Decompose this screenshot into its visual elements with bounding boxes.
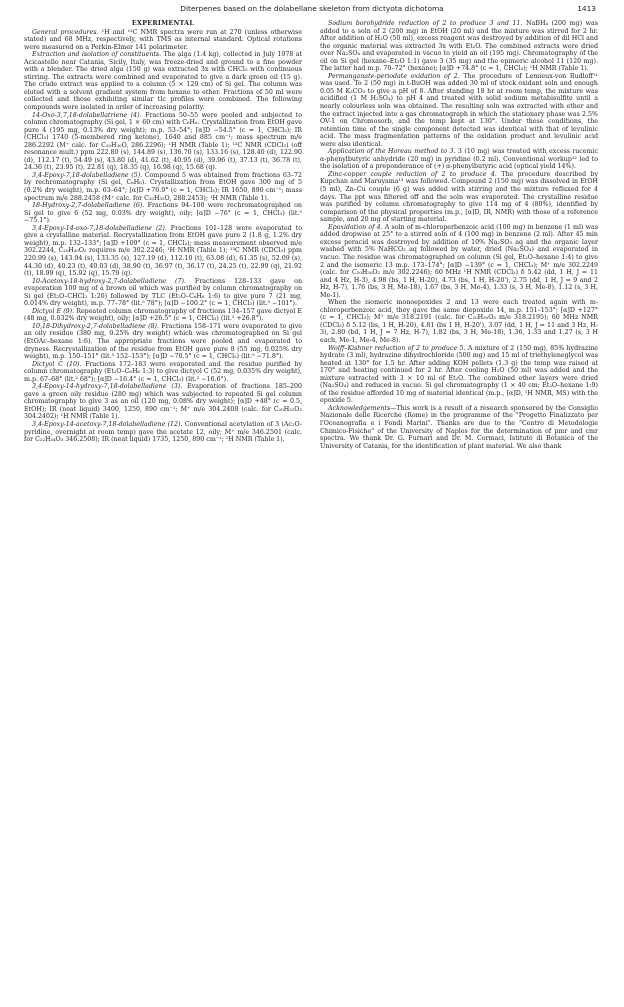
paragraph-lead: 3,4-Epoxy-14-oxo-7,18-dolabelladiene (2).: [32, 224, 167, 232]
running-title: Diterpenes based on the dolabellane skeleton from dictyota dichotoma: [180, 4, 444, 13]
paragraph-text: Conventional acetylation of 3 (Ac₂O-pyridine, overnight at room temp) gave the acetate 12, oily; M⁺ m/e 346.2501 (calc. for C₂₂H₃₄O₃ 346.2508); IR (neat liquid) 1735, 1250, 890 cm⁻¹; ¹H NMR (Table 1).: [24, 420, 302, 444]
paragraph: [24, 202, 302, 225]
paragraph-text: Fractions 128–133 gave on evaporation 100 mg of a brown oil which was purified by column chromatography on Si gel (Et₂O–CHCl₃ 1:20) followed by TLC (Et₂O–C₆H₆ 1:6) to give pure 7 (21 mg, 0.014% dry weight), m.p. 77–78° (lit.⁵ 78°); [α]D −100.2° (c = 1, CHCl₃) (lit.⁵ −101°).: [24, 277, 302, 308]
paragraph: [24, 29, 302, 52]
paragraph-text: Evaporation of fractions 185–200 gave a green oily residue (280 mg) which was subjected to repeated Si gel column chromatography to give 3 as an oil (120 mg, 0.08% dry weight); [α]D +48° (c = 0.5, EtOH); IR (neat liquid) 3400, 1250, 890 cm⁻¹; M⁺ m/e 304.2408 (calc. for C₂₀H₃₂O₂ 304.2402); ¹H NMR (Table 1).: [24, 383, 302, 421]
paragraph-text: The alga (1.4 kg), collected in July 1978 at Acicastello near Catania, Sicily, Italy, was freeze-dried and ground to a fine powder with a blender. The dried alga (150 g) was extracted 3x with CHCl₃ with continuous stirring. The extracts were combined and evaporated to give a dark green oil (15 g). The crude extract was applied to a column (5 × 120 cm) of Si gel. The column was eluted with a solvent gradient system from hexane to ether. Fractions of 50 ml were collected and those exhibiting similar tlc profiles were combined. The following compounds were isolated in order of increasing polarity.: [24, 51, 302, 112]
paragraph: [24, 225, 302, 278]
paragraph: [24, 172, 302, 202]
paragraph-lead: 3,4-Epoxy-14-hydroxy-7,18-dolabelladiene (3).: [32, 383, 183, 391]
paragraph-text: Fractions 158–171 were evaporated to give an oily residue (380 mg, 0.25% dry weight) which was chromatographed on Si gel (EtOAc–hexane 1:6). The appropriate fractions were pooled and evaporated to dryness. Recrystallization of the residue from EtOH gave pure 8 (55 mg, 0.025% dry weight), m.p. 150–151° (lit.⁵ 152–153°); [α]D −70.5° (c = 1, CHCl₃) (lit.⁵ −71.8°).: [24, 322, 302, 361]
paragraph-text: Compound 5 was obtained from fractions 63–72 by rechromatography (Si gel, C₆H₆). Crystallization from EtOH gave 300 mg of 5 (0.2% dry weight), m.p. 63–64°; [α]D +76.9° (c = 1, CHCl₃); IR 1650, 890 cm⁻¹; mass spectrum m/e 288.2458 (M⁺ calc. for C₂₀H₃₂O, 288.2453); ¹H NMR (Table 1).: [24, 171, 302, 202]
paragraph: [24, 278, 302, 308]
paragraph: [24, 308, 302, 323]
paragraph-text: When the isomeric monoepoxides 2 and 13 were each treated again with m-chloroperbenzoic acid, they gave the same diepoxide 14, m.p. 151–153°; [α]D +127° (c = 1, CHCl₃); M⁺ m/e 318.2191 (calc. for C₂₀H₃₀O₃ m/e 318.2195); 60 MHz NMR (CDCl₃) δ 5.12 (bs, 1 H, H-20), 4.81 (bs 1 H, H-20'), 3.07 (dd, 1 H, J = 11 and 3 Hz, H-3), 2.80 (bd, 1 H, J = 7 Hz, H-7), 1.82 (bs, 3 H, Me-18), 1.36, 1.33 and 1.27 (s, 3 H each, Me-1, Me-4, Me-8).: [320, 299, 598, 344]
paragraph-lead: Zinc-copper couple reduction of 2 to produce 4.: [328, 170, 497, 178]
left-column: [24, 20, 302, 1001]
paragraph-text: NaBH₄ (200 mg) was added to a soln of 2 (200 mg) in EtOH (20 ml) and the mixture was stirred for 2 hr. After addition of H₂O (50 ml), excess reagent was destroyed by addition of dil HCl and the organic material was extracted 3x with Et₂O. The combined extracts were dried over Na₂SO₄ and evaporated in vacuo to yield an oil (195 mg). Chromatography of the oil on Si gel (hexane–Et₂O 1:1) gave 3 (35 mg) and the epimeric alcohol 11 (120 mg). The latter had m.p. 70–72° (hexane); [α]D +74.8° (c = 1, CHCl₃); ¹H NMR (Table 1).: [320, 20, 598, 73]
paragraph-lead: 3,4-Epoxy-7,18-dolabelladiene (5).: [32, 171, 143, 179]
paragraph-text: Fractions 94–100 were rechromatographed on Si gel to give 6 (52 mg, 0.03% dry weight), oily; [α]D −76° (c = 1, CHCl₃) (lit.⁵ −75.1°).: [24, 202, 302, 225]
paragraph-text: ¹H and ¹³C NMR spectra were run at 270 (unless otherwise stated) and 68 MHz, respectively, with TMS as internal standard. Optical rotations were measured on a Perkin-Elmer 141 polarimeter.: [24, 28, 302, 51]
paragraph-lead: General procedures.: [32, 28, 99, 36]
paragraph: [24, 421, 302, 444]
paragraph-text: —This work is a result of a research sponsored by the Consiglio Nazionale delle Ricerche (Rome) in the programme of the "Progetto Finalizzato per l'Oceanografia e i Fondi Marini". Thanks are due to the "Centro di Metodologie Chimico-Fisiche" of the University of Naples for the determination of pmr and cmr spectra. We thank Dr. G. Furnari and Dr. M. Cormaci, Istituto di Botanica of the University of Catania, for the identification of plant material. We also thank: [320, 404, 598, 450]
paragraph-text: The procedure described by Kupchan and Maruyama¹³ was followed. Compound 2 (150 mg) was dissolved in EtOH (5 ml), Zn–Cu couple (6 g) was added with stirring and the mixture refluxed for 4 days. The ppt was filtered off and the soln was evaporated. The crystalline residue was purified by column chromatography to give 114 mg of 4 (80%), identified by comparison of the physical properties (m.p., [α]D, IR, NMR) with those of a reference sample, and 20 mg of starting material.: [320, 170, 598, 224]
paragraph-text: Fractions 101–128 were evaporated to give a crystalline material. Recrystallization from EtOH gave pure 2 (1.8 g, 1.2% dry weight), m.p. 132–133°; [α]D +109° (c = 1, CHCl₃); mass measurement observed m/e 302.2244, C₂₀H₃₀O₂ requires m/e 302.2246; ¹H NMR (Table 1); ¹³C NMR (CDCl₃) ppm 220.99 (s), 143.94 (s), 133.35 (s), 127.19 (d), 112.10 (t), 63.08 (d), 61.35 (s), 52.09 (s), 44.30 (d), 40.23 (t), 40.03 (d), 38.90 (t), 36.97 (t), 36.17 (t), 24.25 (t), 22.99 (q), 21.92 (t), 18.99 (q), 15.92 (q), 15.79 (q).: [24, 224, 302, 278]
running-header: [18, 4, 606, 18]
paragraph-text: A mixture of 2 (150 mg), 85% hydrazine hydrate (3 ml), hydrazine dihydrochloride (500 mg) and 15 ml of triethyleneglycol was heated at 130° for 1.5 hr. After adding KOH pellets (1.3 g) the temp was raised at 170° and heating continued for 2 hr. After cooling H₂O (50 ml) was added and the mixture extracted with 3 × 10 ml of Et₂O. The combined ether layers were dried (Na₂SO₄) and reduced in vacuo. Si gel chromatography (1 × 40 cm; Et₂O–hexane 1:9) of the residue afforded 10 mg of material identical (m.p., [α]D, ¹H NMR, MS) with the epoxide 5.: [320, 344, 598, 405]
paragraph-text: A soln of m-chloroperbenzoic acid (100 mg) in benzene (1 ml) was added dropwise at 25° to a stirred soln of 4 (100 mg) in benzene (2 ml). After 45 min excess peracid was destroyed by addition of 10% Na₂SO₃ aq and the organic layer washed with 5% NaHCO₃ aq followed by water, dried (Na₂SO₄) and evaporated in vacuo. The residue was chromatographed on column (Si gel, Et₂O–hexane 1:4) to give 2 and the isomeric 13 m.p. 173–174°; [α]D −139° (c = 1, CHCl₃); M⁺ m/e 302.2249 (calc. for C₂₀H₃₀O₂ m/e 302.2246); 60 MHz ¹H NMR (CDCl₃) δ 5.42 (dd, 1 H, J = 11 and 4 Hz, H-3), 4.98 (bs, 1 H, H-20), 4.73 (bs, 1 H, H-20'), 2.75 (dd, 1 H, J = 9 and 2 Hz, H-7), 1.76 (bs, 3 H, Me-18), 1.67 (bs, 3 H, Me-4), 1.33 (s, 3 H, Me-8), 1.12 (s, 3 H, Me-1).: [320, 223, 598, 299]
paragraph-lead: Sodium borohydride reduction of 2 to produce 3 and 11.: [328, 20, 523, 27]
paragraph-lead: 14-Oxo-3,7,18-dolabellatriene (4).: [32, 111, 142, 119]
paragraph: [320, 224, 598, 299]
page-number: 1413: [577, 4, 596, 13]
paragraph-lead: Acknowledgements: [328, 404, 391, 412]
paragraph: [320, 148, 598, 171]
paragraph: [320, 20, 598, 73]
paragraph-lead: Extraction and isolation of constituents.: [32, 51, 162, 59]
paragraph-lead: 3,4-Epoxy-14-acetoxy-7,18-dolabelladiene (12).: [32, 420, 183, 428]
paragraph: [24, 361, 302, 384]
paragraph: [24, 383, 302, 421]
paragraph-lead: Permanganate-periodate oxidation of 2.: [328, 72, 460, 80]
right-column: [320, 20, 598, 1001]
paragraph-lead: Application of the Horeau method to 3.: [328, 148, 456, 156]
paragraph-lead: 10,18-Dihydroxy-2,7-dolabelladiene (8).: [32, 322, 159, 330]
paragraph: [320, 73, 598, 148]
paragraph-lead: 18-Hydroxy-2,7-dolabelladiene (6).: [32, 202, 145, 210]
paragraph-text: Repeated column chromatography of fractions 134–157 gave dictyol E (48 mg, 0.032% dry weight), oily; [α]D +26.5° (c = 1, CHCl₃) (lit.² +26.8°).: [24, 307, 302, 323]
paragraph-lead: Dictyol C (10).: [32, 360, 82, 368]
paragraph: [320, 171, 598, 224]
paragraph: [320, 405, 598, 450]
paragraph-lead: Dictyol E (9).: [32, 307, 75, 315]
paragraph: [24, 323, 302, 361]
paragraph-lead: 10-Acetoxy-18-hydroxy-2,7-dolabelladiene (7).: [32, 277, 186, 285]
paragraph-lead: Wolff–Kishner reduction of 2 to produce 5.: [328, 344, 466, 352]
paragraph: [320, 345, 598, 405]
paragraph-lead: Epoxidation of 4.: [328, 223, 383, 231]
paragraph-text: 3 (10 mg) was treated with excess racemic α-phenylbutyric anhydride (20 mg) in pyridine (0.2 ml). Conventional workup¹² led to the isolation of a preponderance of (+) α-phenylbutyric acid (optical yield 14%).: [320, 148, 598, 171]
paragraph-text: Fractions 50–55 were pooled and subjected to column chromatography (Si gel, 1 × 60 cm) with C₆H₆. Crystallization from EtOH gave pure 4 (195 mg, 0.13% dry weight); m.p. 53–54°; [α]D −54.5° (c = 1, CHCl₃); IR (CHCl₃) 1740 (5-membered ring ketone), 1640 and 885 cm⁻¹; mass spectrum m/e 286.2292 (M⁺ calc. for C₂₀H₃₀O, 286.2296); ¹H NMR (Table 1); ¹³C NMR (CDCl₃) (off resonance mult.) ppm 222.80 (s), 144.89 (s), 136.70 (s), 133.16 (s), 128.40 (d), 122.90 (d), 112.17 (t), 54.49 (s), 43.80 (d), 41.62 (t), 40.95 (d), 39.96 (t), 37.13 (t), 36.78 (t), 24.36 (t), 23.95 (t), 22.81 (q), 18.35 (q), 16.98 (q), 15.68 (q).: [24, 111, 302, 172]
paragraph-text: Fractions 172–183 were evaporated and the residue purified by column chromatography (Et₂O–C₆H₆ 1:3) to give dictyol C (52 mg, 0.035% dry weight), m.p. 67–68° (lit.² 68°); [α]D −16.4° (c = 1, CHCl₃) (lit.² −16.6°).: [24, 360, 302, 383]
paragraph: [320, 299, 598, 344]
paragraph: [24, 51, 302, 111]
section-title: EXPERIMENTAL: [131, 20, 195, 27]
paragraph: [24, 112, 302, 172]
paragraph-text: The procedure of Lemieux-von Rudloff¹¹ was used. To 2 (50 mg) in t-BuOH was added 30 ml of stock oxidant soln and enough 0.05 M K₂CO₃ to give a pH of 8. After standing 18 hr at room temp, the mixture was acidified (1 M H₂SO₄) to pH 4 and treated with solid sodium metabisulfite until a nearly colourless soln was obtained. The resulting soln was extracted with ether and the extract injected into a gas chromatograph in which the stationary phase was 2.5% OV-1 on Chromosorb, and the temp kept at 130°. Under these conditions, the retention time of the single component detected was identical with that of levulinic acid. The mass fragmentation patterns of the oxidation product and levulinic acid were also identical.: [320, 72, 598, 148]
